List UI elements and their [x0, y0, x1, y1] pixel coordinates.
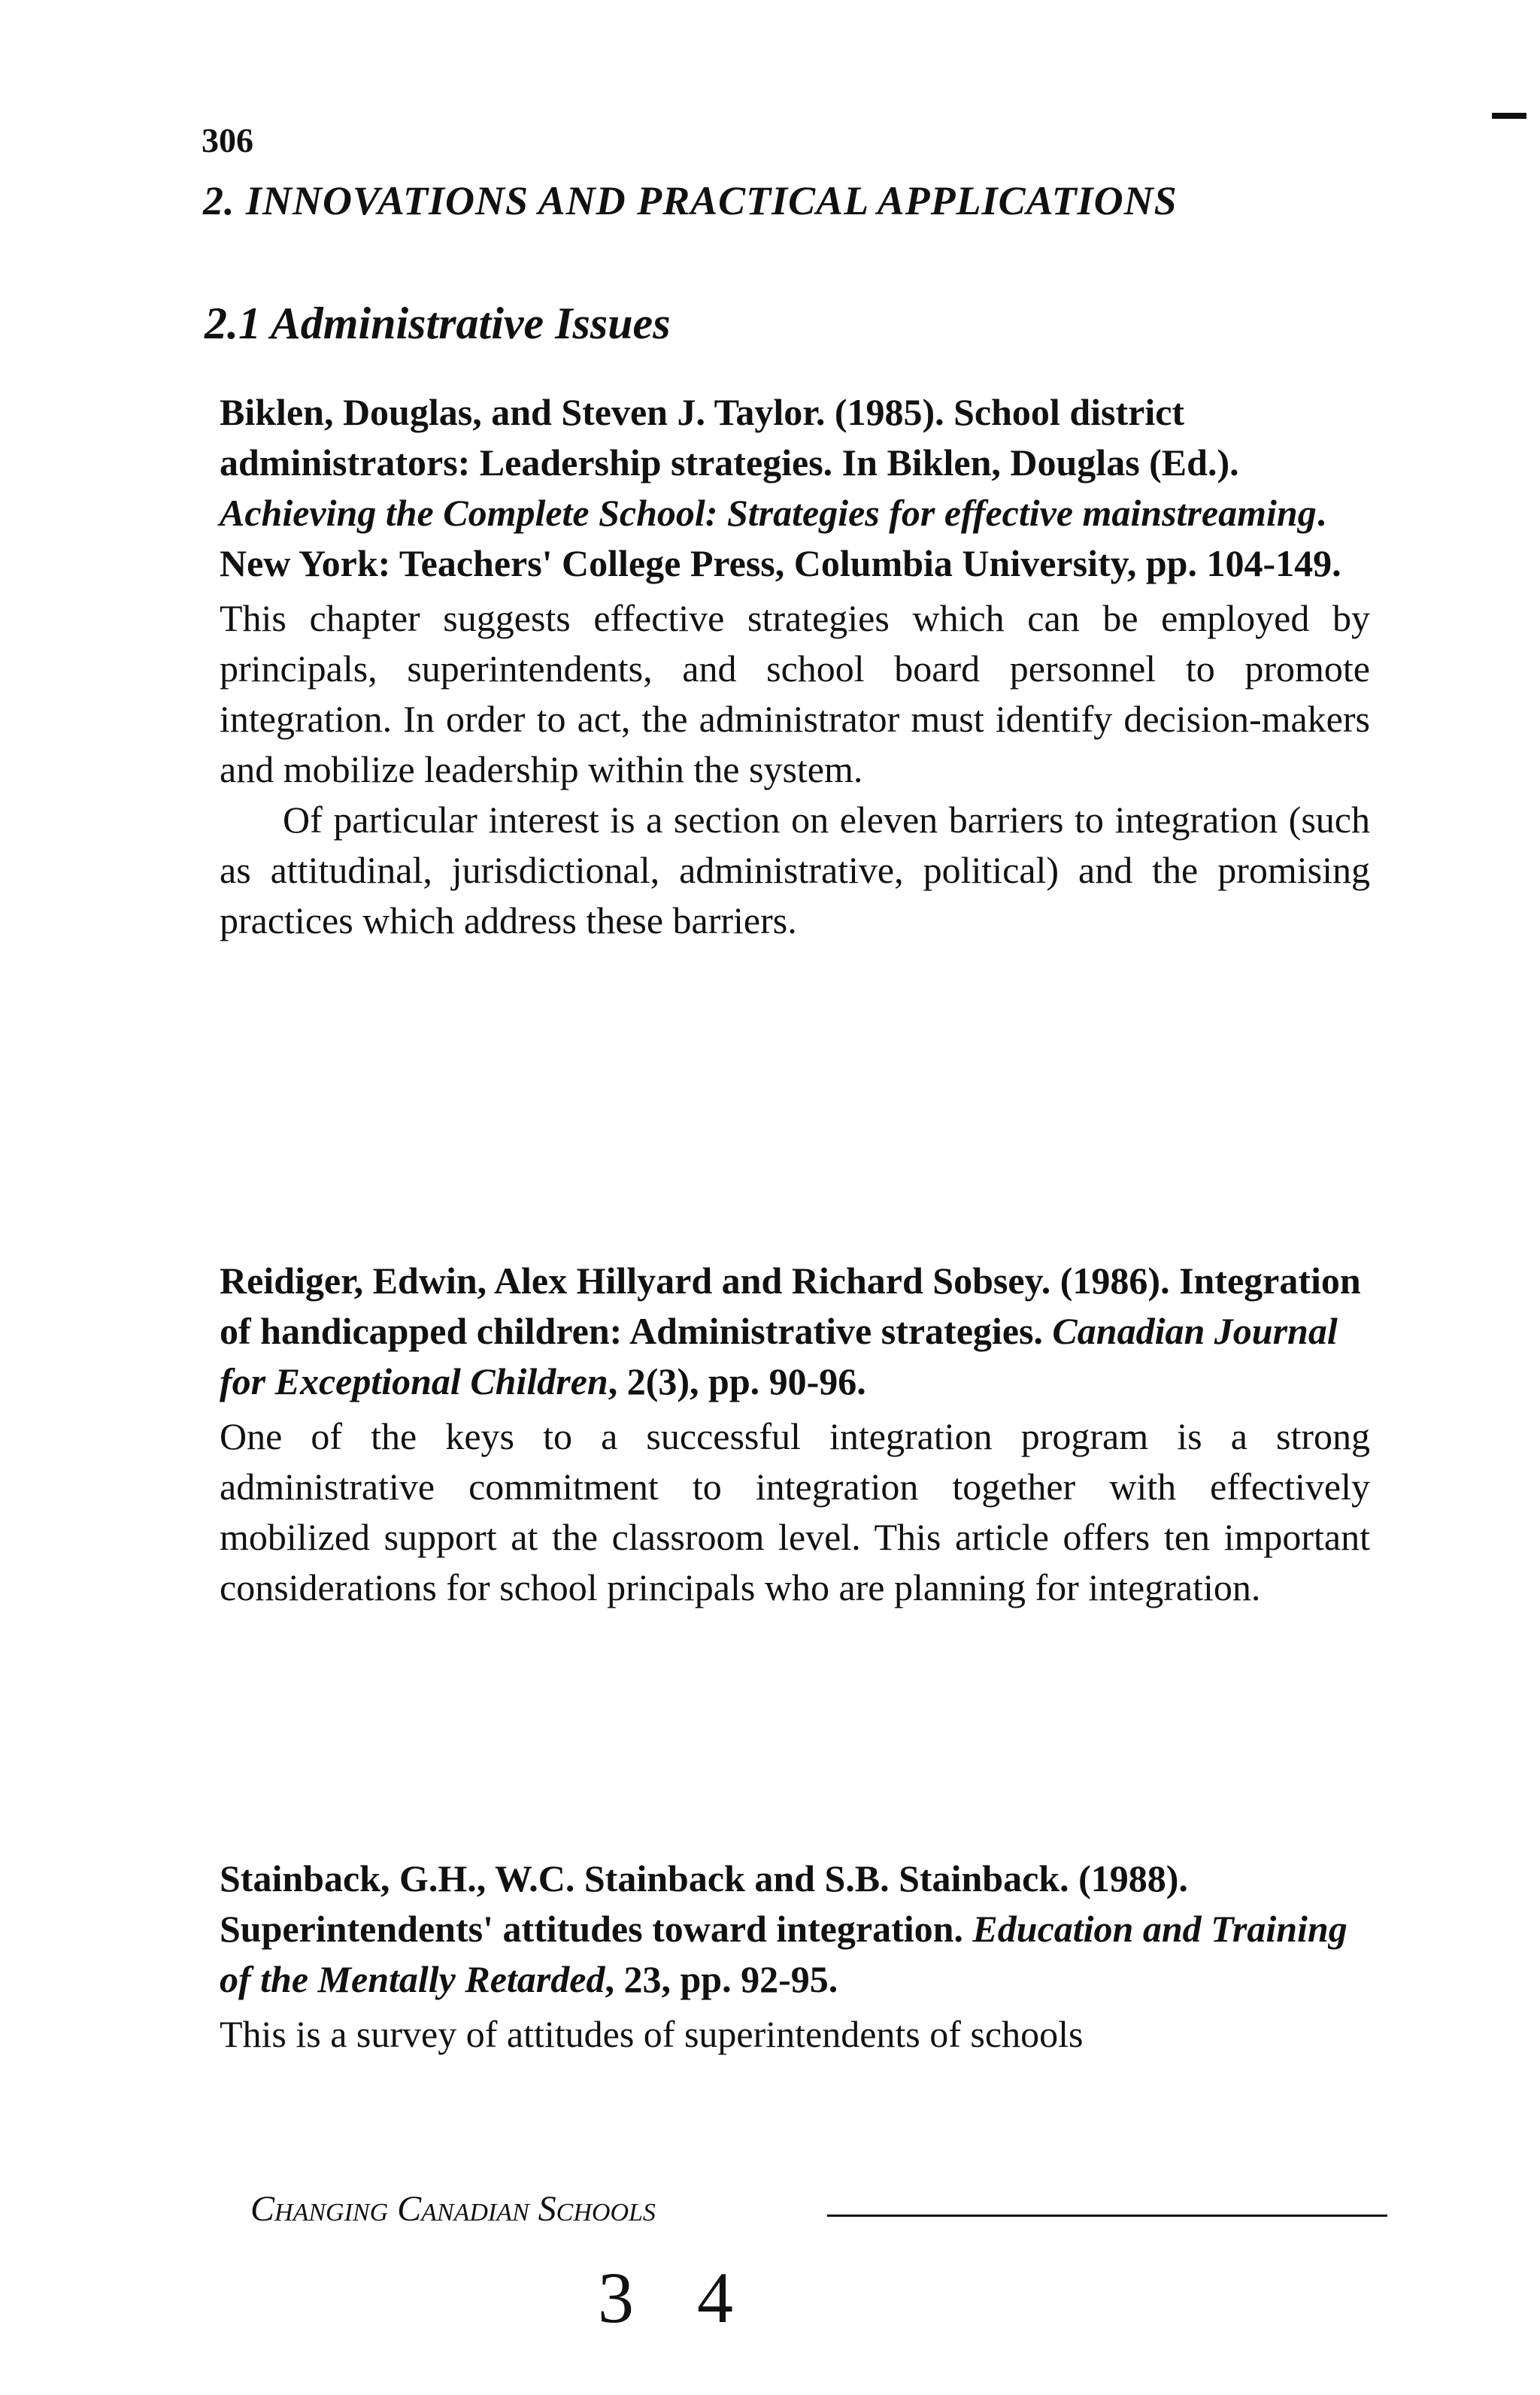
- entry-annotation: One of the keys to a successful integration program is a strong administrative commitment to integration together with effectively mobilized support at the classroom level. This article offers ten important considerations for school principals who are planning for integration.: [220, 1415, 1370, 1608]
- citation-publication: , 23, pp. 92-95.: [605, 1958, 838, 2000]
- entry-citation: [220, 1256, 1370, 1407]
- entry-annotation: This is a survey of attitudes of superintendents of schools: [220, 2013, 1084, 2055]
- entry-citation: [220, 1854, 1370, 2005]
- citation-title: Canadian Journal for Exceptional Children: [220, 1310, 1338, 1402]
- bibliography-entry: [220, 387, 1370, 946]
- citation-title: Education and Training of the Mentally Retarded: [220, 1908, 1348, 2000]
- page-stamp: 3 4: [598, 2257, 756, 2338]
- bibliography-entry: [220, 1854, 1370, 2060]
- entry-annotation: Of particular interest is a section on eleven barriers to integration (such as attitudinal, jurisdictional, administrative, political) and the promising practices which address these barriers.: [220, 799, 1370, 941]
- page-number: 306: [202, 121, 253, 159]
- citation-publication: . New York: Teachers' College Press, Columbia University, pp. 104-149.: [220, 492, 1341, 584]
- citation-authors: Reidiger, Edwin, Alex Hillyard and Richard Sobsey. (1986). Integration of handicapped children: Administrative strategies.: [220, 1260, 1361, 1352]
- entry-annotation: This chapter suggests effective strategies which can be employed by principals, superintendents, and school board personnel to promote integration. In order to act, the administrator must identify decision-makers and mobilize leadership within the system.: [220, 597, 1370, 790]
- entry-citation: [220, 387, 1370, 589]
- citation-title: Achieving the Complete School: Strategies for effective mainstreaming: [220, 492, 1317, 534]
- footer-running-title: Changing Canadian Schools: [250, 2189, 656, 2229]
- citation-authors: Stainback, G.H., W.C. Stainback and S.B. Stainback. (1988). Superintendents' attitudes toward integration.: [220, 1857, 1188, 1950]
- corner-mark: [1492, 113, 1526, 119]
- section-heading: 2. INNOVATIONS AND PRACTICAL APPLICATIONS: [203, 178, 1178, 223]
- citation-authors: Biklen, Douglas, and Steven J. Taylor. (1985). School district administrators: Leadership strategies. In Biklen, Douglas (Ed.).: [220, 391, 1239, 484]
- footer-rule: [827, 2215, 1387, 2217]
- bibliography-entry: [220, 1256, 1370, 1613]
- subsection-heading: 2.1 Administrative Issues: [205, 299, 671, 348]
- citation-publication: , 2(3), pp. 90-96.: [608, 1360, 866, 1402]
